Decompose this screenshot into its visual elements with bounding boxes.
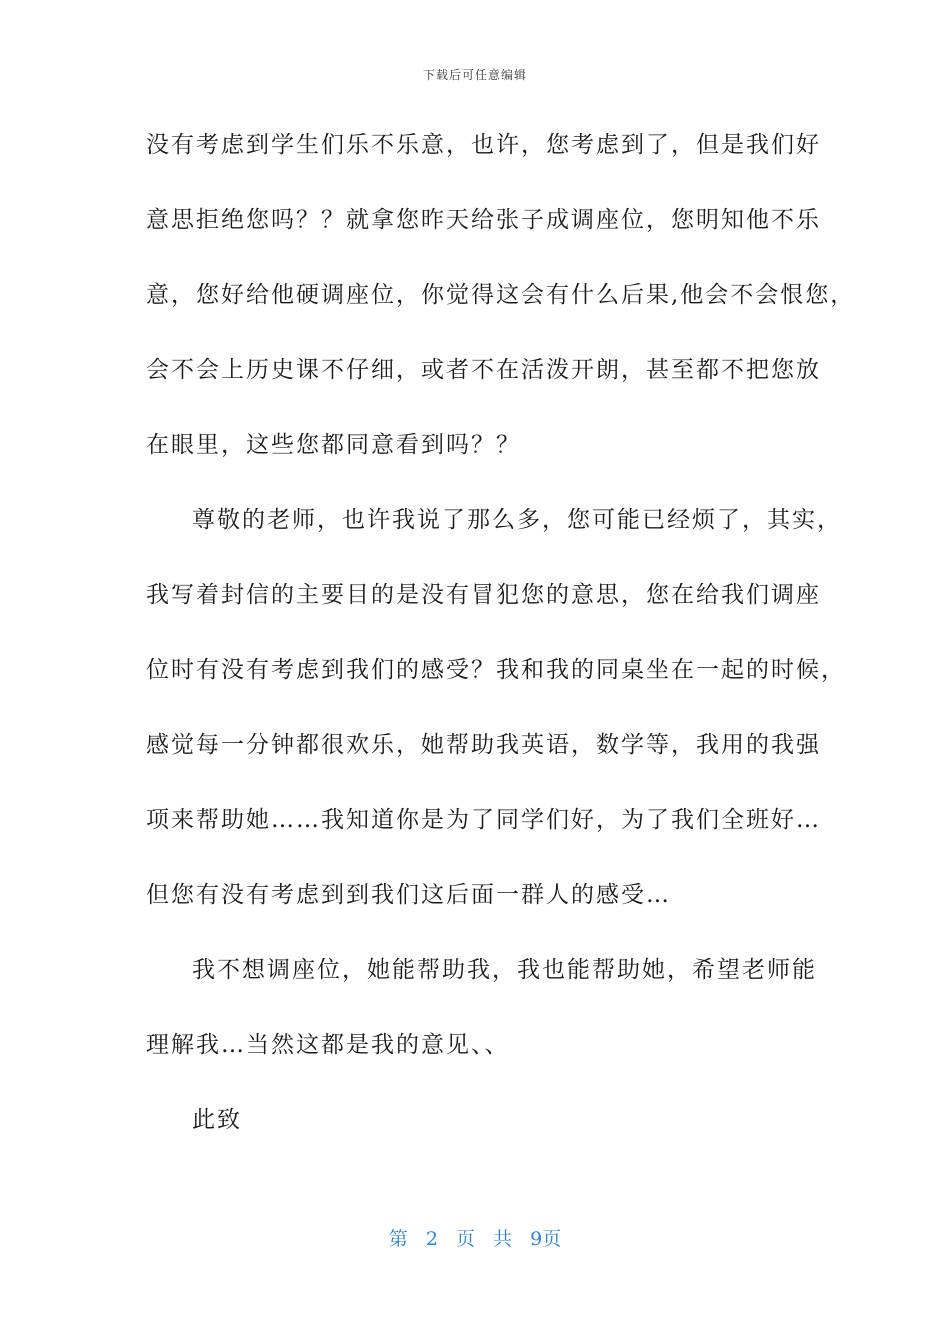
page-header: 下载后可任意编辑 xyxy=(422,68,527,82)
text-line: 理解我…当然这都是我的意见、、 xyxy=(146,1032,510,1058)
current-page-number: 2 xyxy=(425,1228,438,1250)
paragraph-start-line: 尊敬的老师，也许我说了那么多，您可能已经烦了，其实， xyxy=(192,507,842,533)
text-line: 会不会上历史课不仔细，或者不在活泼开朗，甚至都不把您放 xyxy=(146,357,821,383)
text-line: 意思拒绝您吗？？就拿您昨天给张子成调座位，您明知他不乐 xyxy=(146,207,821,233)
text-line: 感觉每一分钟都很欢乐，她帮助我英语，数学等，我用的我强 xyxy=(146,732,821,758)
text-line: 在眼里，这些您都同意看到吗？？ xyxy=(146,432,521,458)
text-line: 意，您好给他硬调座位，你觉得这会有什么后果,他会不会恨您， xyxy=(146,282,856,308)
footer-ye: 页 xyxy=(455,1228,475,1250)
text-line: 项来帮助她……我知道你是为了同学们好，为了我们全班好… xyxy=(146,807,821,833)
page-footer xyxy=(0,1224,950,1251)
text-line: 但您有没有考虑到到我们这后面一群人的感受… xyxy=(146,882,671,908)
paragraph-start-line: 我不想调座位，她能帮助我，我也能帮助她，希望老师能 xyxy=(192,957,817,983)
text-line: 没有考虑到学生们乐不乐意，也许，您考虑到了，但是我们好 xyxy=(146,132,821,158)
letter-body xyxy=(146,120,856,1170)
footer-gong: 共 xyxy=(493,1228,513,1250)
total-pages: 9页 xyxy=(530,1228,562,1250)
closing-line: 此致 xyxy=(192,1107,242,1133)
footer-di: 第 xyxy=(388,1228,408,1250)
text-line: 位时有没有考虑到我们的感受？我和我的同桌坐在一起的时候， xyxy=(146,657,846,683)
text-line: 我写着封信的主要目的是没有冒犯您的意思，您在给我们调座 xyxy=(146,582,821,608)
